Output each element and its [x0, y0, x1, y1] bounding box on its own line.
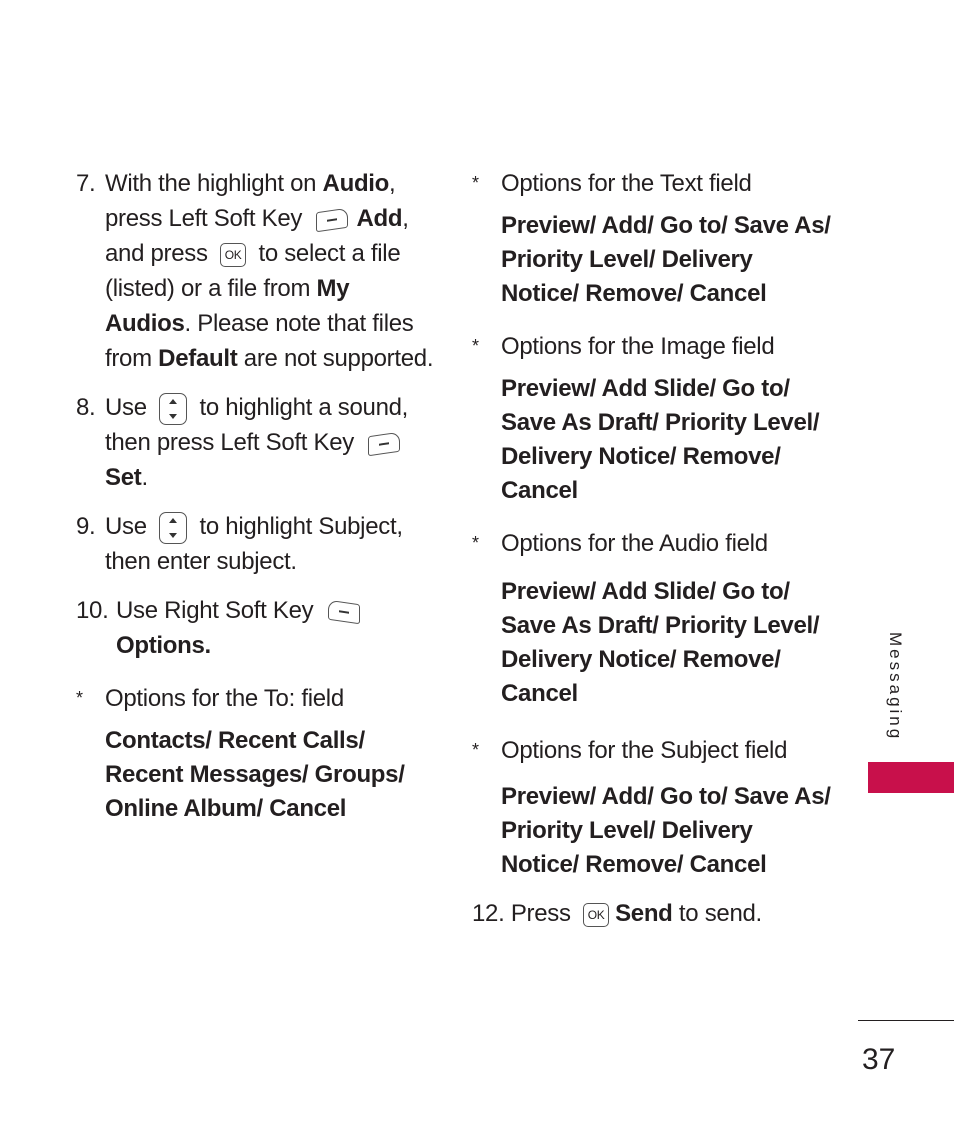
nav-key-icon	[159, 512, 187, 544]
bold-term: Add	[356, 205, 403, 232]
options-label: Options for the To: field	[105, 685, 344, 712]
ok-key-icon: OK	[583, 903, 609, 927]
options-image-field	[472, 329, 832, 364]
section-tab-marker	[868, 762, 954, 793]
options-label: Options for the Image field	[501, 333, 775, 360]
bold-term: Set	[105, 464, 142, 491]
page-number-rule	[858, 1020, 954, 1021]
nav-key-icon	[159, 393, 187, 425]
options-label: Options for the Audio field	[501, 530, 768, 557]
options-list: Preview/ Add Slide/ Go to/ Save As Draft/ Priority Level/ Delivery Notice/ Remove/ Cancel	[501, 578, 820, 707]
step-8: 8. Use to highlight a sound, then press Left Soft Key Set.	[76, 390, 436, 495]
step-number: 10.	[76, 597, 109, 624]
step-number: 9.	[76, 513, 96, 540]
options-subject-field	[472, 733, 832, 768]
left-soft-key-icon	[368, 431, 400, 455]
options-audio-field	[472, 526, 832, 561]
asterisk: *	[472, 740, 479, 760]
options-list: Contacts/ Recent Calls/ Recent Messages/ Groups/ Online Album/ Cancel	[105, 727, 405, 822]
bold-term: Default	[158, 345, 238, 372]
page-number: 37	[862, 1043, 896, 1076]
step-9: 9. Use to highlight Subject, then enter subject.	[76, 509, 436, 579]
bold-term: My Audios	[105, 275, 350, 337]
asterisk: *	[76, 688, 83, 708]
step-number: 8.	[76, 394, 96, 421]
options-list: Preview/ Add Slide/ Go to/ Save As Draft/ Priority Level/ Delivery Notice/ Remove/ Cancel	[501, 375, 820, 504]
right-column	[472, 166, 832, 931]
step-12: 12. Press OK Send to send.	[472, 900, 762, 927]
options-text-field	[472, 166, 832, 201]
step-number: 12.	[472, 900, 505, 927]
step-7: 7. With the highlight on Audio, press Left Soft Key Add, and press OK to select a file (listed) or a file from My Audios. Please note that files from Default are not supported.	[76, 166, 436, 376]
bold-term: Audio	[322, 170, 390, 197]
asterisk: *	[472, 533, 479, 553]
asterisk: *	[472, 173, 479, 193]
bold-term: Send	[615, 900, 673, 927]
options-label: Options for the Text field	[501, 170, 752, 197]
options-to-field	[76, 681, 436, 716]
step-number: 7.	[76, 170, 96, 197]
left-soft-key-icon	[316, 207, 348, 231]
step-10: 10. Use Right Soft Key Options.	[76, 593, 436, 663]
right-soft-key-icon	[328, 599, 360, 623]
options-label: Options for the Subject field	[501, 737, 788, 764]
options-list: Preview/ Add/ Go to/ Save As/ Priority Level/ Delivery Notice/ Remove/ Cancel	[501, 212, 831, 307]
asterisk: *	[472, 336, 479, 356]
section-tab-label: Messaging	[886, 632, 905, 742]
options-list: Preview/ Add/ Go to/ Save As/ Priority Level/ Delivery Notice/ Remove/ Cancel	[501, 783, 831, 878]
ok-key-icon: OK	[220, 243, 246, 267]
left-column	[76, 166, 436, 826]
bold-term: Options.	[116, 632, 211, 659]
